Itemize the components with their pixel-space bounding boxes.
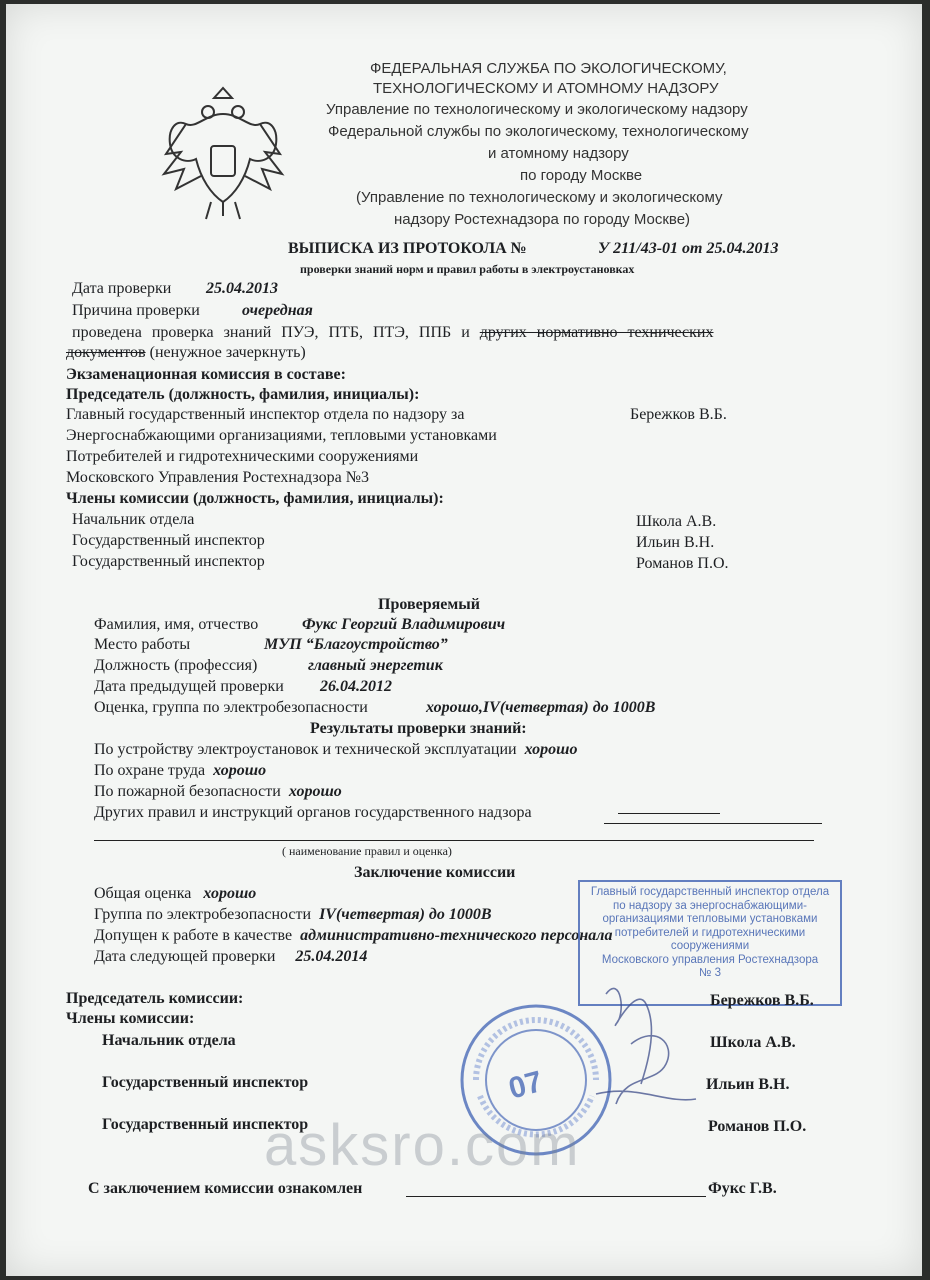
position-value: главный энергетик [308, 657, 443, 674]
member-position-2: Государственный инспектор [72, 532, 265, 549]
admitted-as: Допущен к работе в качестве административно-технического персонала [94, 927, 613, 944]
examinee-heading: Проверяемый [378, 596, 480, 613]
check-reason-label: Причина проверки [72, 302, 200, 319]
safety-group: Группа по электробезопасности IV(четвертая) до 1000В [94, 906, 492, 923]
acknowledgement-name: Фукс Г.В. [708, 1180, 777, 1197]
department-line-6: надзору Ростехнадзора по городу Москве) [394, 211, 691, 228]
department-line-1: Управление по технологическому и экологическому надзору [326, 101, 748, 118]
position-label: Должность (профессия) [94, 657, 258, 674]
member-name-2: Ильин В.Н. [636, 534, 715, 551]
agency-title-line-1: ФЕДЕРАЛЬНАЯ СЛУЖБА ПО ЭКОЛОГИЧЕСКОМУ, [370, 60, 727, 77]
members-signature-label: Члены комиссии: [66, 1010, 195, 1027]
result-row-4-blank-line [604, 823, 822, 824]
check-date-value: 25.04.2013 [206, 280, 278, 297]
coat-of-arms-icon [156, 84, 291, 224]
member-position-3: Государственный инспектор [72, 553, 265, 570]
member-position-1: Начальник отдела [72, 511, 195, 528]
signature-scribble-icon [586, 964, 706, 1114]
agency-title-line-2: ТЕХНОЛОГИЧЕСКОМУ И АТОМНОМУ НАДЗОРУ [373, 80, 719, 97]
workplace-value: МУП “Благоустройство” [264, 636, 448, 653]
acknowledgement-label: С заключением комиссии ознакомлен [88, 1180, 363, 1197]
check-scope-line-1: проведена проверка знаний ПУЭ, ПТБ, ПТЭ, ППБ и других нормативно технических [72, 324, 714, 341]
result-row-1: По устройству электроустановок и технической эксплуатации хорошо [94, 741, 578, 758]
signature-name-1: Школа А.В. [710, 1034, 796, 1051]
overall-grade: Общая оценка хорошо [94, 885, 257, 902]
previous-check-value: 26.04.2012 [320, 678, 392, 695]
check-scope-line-2: документов (ненужное зачеркнуть) [66, 344, 306, 361]
watermark: asksro.com [264, 1113, 581, 1178]
conclusion-heading: Заключение комиссии [354, 864, 516, 881]
chairman-position-line-4: Московского Управления Ростехнадзора №3 [66, 469, 369, 486]
result-row-3: По пожарной безопасности хорошо [94, 783, 342, 800]
result-row-2: По охране труда хорошо [94, 762, 267, 779]
protocol-number: У 211/43-01 от 25.04.2013 [598, 240, 779, 257]
document-page [6, 4, 922, 1276]
chairman-position-line-1: Главный государственный инспектор отдела по надзору за [66, 406, 465, 423]
check-date-label: Дата проверки [72, 280, 172, 297]
chairman-signature-label: Председатель комиссии: [66, 990, 244, 1007]
members-heading: Члены комиссии (должность, фамилия, инициалы): [66, 490, 444, 507]
workplace-label: Место работы [94, 636, 191, 653]
acknowledgement-signature-line [406, 1196, 706, 1197]
rules-blank-line [94, 840, 814, 841]
commission-heading: Экзаменационная комиссия в составе: [66, 366, 346, 383]
chairman-signature-name: Бережков В.Б. [710, 992, 814, 1009]
next-check: Дата следующей проверки 25.04.2014 [94, 948, 368, 965]
result-row-4-short-line [618, 813, 720, 814]
signature-position-3: Государственный инспектор [102, 1116, 309, 1133]
document-title: ВЫПИСКА ИЗ ПРОТОКОЛА № [288, 240, 527, 257]
inspector-stamp: Главный государственный инспектор отдела по надзору за энергоснабжающими- организациями тепловыми установками потребителей и гидротехническими сооружениями Московского управления Ростехнадзора № 3 [578, 880, 842, 1006]
chairman-position-line-2: Энергоснабжающими организациями, тепловыми установками [66, 427, 497, 444]
chairman-name: Бережков В.Б. [630, 406, 727, 423]
document-subtitle: проверки знаний норм и правил работы в электроустановках [300, 262, 635, 276]
rules-caption: ( наименование правил и оценка) [282, 844, 452, 858]
examinee-name-value: Фукс Георгий Владимирович [302, 616, 506, 633]
result-row-4: Других правил и инструкций органов государственного надзора [94, 804, 532, 821]
signature-name-2: Ильин В.Н. [706, 1076, 790, 1093]
department-line-2: Федеральной службы по экологическому, технологическому [328, 123, 749, 140]
department-line-3: и атомному надзору [488, 145, 629, 162]
prev-grade-value: хорошо,IV(четвертая) до 1000В [426, 699, 656, 716]
previous-check-label: Дата предыдущей проверки [94, 678, 284, 695]
svg-text:07: 07 [505, 1065, 547, 1106]
check-reason-value: очередная [242, 302, 313, 319]
department-line-4: по городу Москве [520, 167, 643, 184]
results-heading: Результаты проверки знаний: [310, 720, 527, 737]
department-line-5: (Управление по технологическому и экологическому [356, 189, 723, 206]
signature-position-1: Начальник отдела [102, 1032, 236, 1049]
chairman-position-line-3: Потребителей и гидротехническими сооружениями [66, 448, 419, 465]
signature-name-3: Романов П.О. [708, 1118, 807, 1135]
chairman-heading: Председатель (должность, фамилия, инициалы): [66, 386, 420, 403]
signature-position-2: Государственный инспектор [102, 1074, 309, 1091]
examinee-name-label: Фамилия, имя, отчество [94, 616, 259, 633]
member-name-1: Школа А.В. [636, 513, 717, 530]
member-name-3: Романов П.О. [636, 555, 729, 572]
prev-grade-label: Оценка, группа по электробезопасности [94, 699, 368, 716]
